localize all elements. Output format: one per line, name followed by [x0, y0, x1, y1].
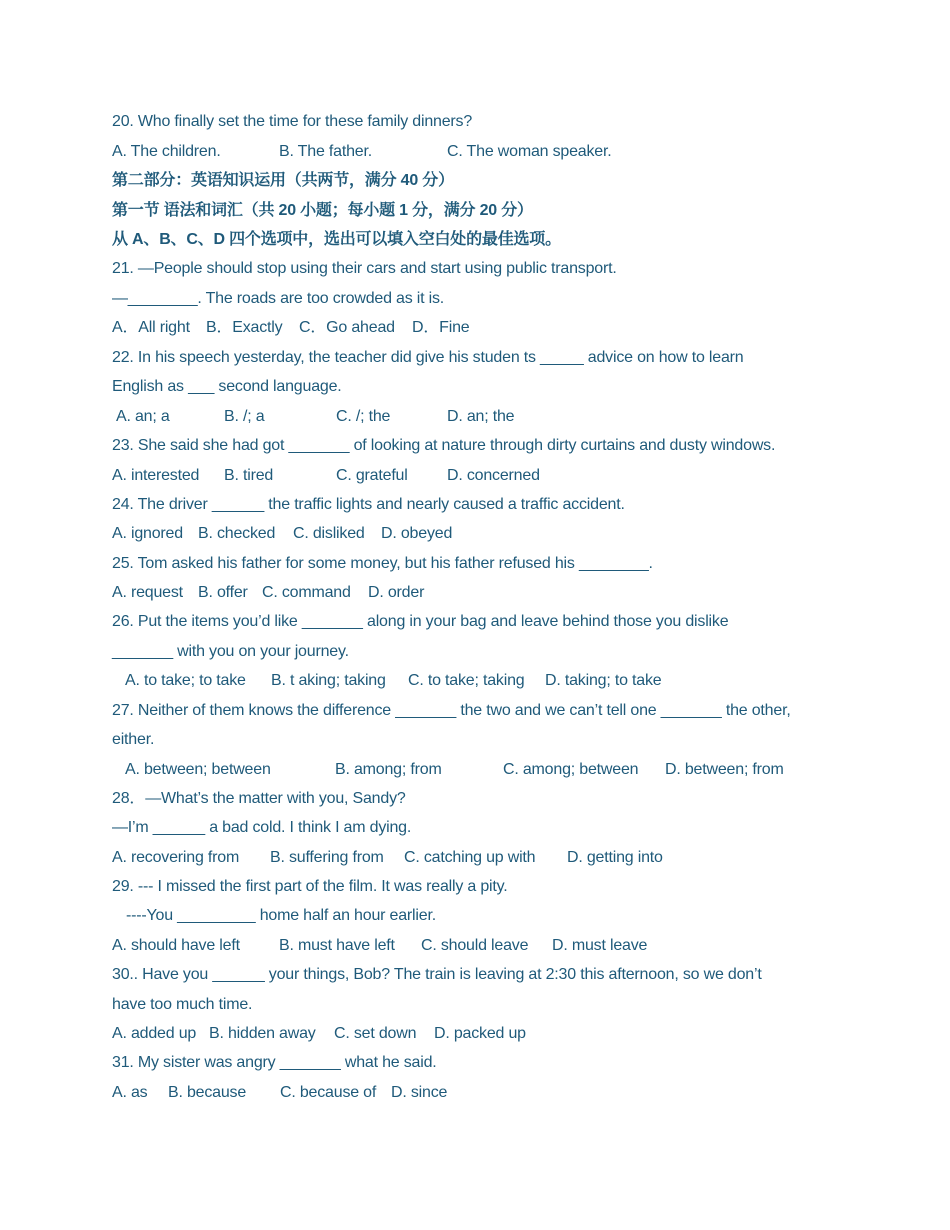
option-a: A. should have left: [112, 937, 240, 954]
option-c: C. because of: [280, 1084, 377, 1101]
option-a: A. recovering from: [112, 849, 240, 866]
question-30-cont: have too much time.: [112, 996, 253, 1013]
option-a: A. between; between: [125, 761, 271, 778]
option-b: B. checked: [198, 525, 276, 542]
options-27: [112, 760, 812, 780]
option-b: B. among; from: [335, 761, 442, 778]
options-21: [112, 318, 712, 338]
option-c: C. set down: [334, 1025, 417, 1042]
options-26: [112, 671, 712, 691]
part-2-title: 第二部分：英语知识运用（共两节，满分 40 分）: [112, 172, 454, 189]
options-30: [112, 1024, 712, 1044]
section-instruction: 从 A、B、C、D 四个选项中，选出可以填入空白处的最佳选项。: [112, 231, 561, 248]
option-d: D. between; from: [665, 761, 784, 778]
question-28-reply: —I’m ______ a bad cold. I think I am dying.: [112, 819, 412, 836]
options-22: [112, 407, 712, 427]
options-29: [112, 936, 712, 956]
options-20: [112, 142, 712, 162]
option-a: A. added up: [112, 1025, 197, 1042]
option-a: A．All right: [112, 319, 190, 336]
question-23: 23. She said she had got _______ of looking at nature through dirty curtains and dusty windows.: [112, 437, 776, 454]
question-27-cont: either.: [112, 731, 155, 748]
option-d: D. must leave: [552, 937, 648, 954]
option-b: B. offer: [198, 584, 248, 601]
option-d: D. obeyed: [381, 525, 453, 542]
option-d: D. packed up: [434, 1025, 526, 1042]
option-b: B. t aking; taking: [271, 672, 386, 689]
option-b: B. tired: [224, 467, 274, 484]
option-b: B. must have left: [279, 937, 395, 954]
option-c: C. to take; taking: [408, 672, 525, 689]
option-c: C. disliked: [293, 525, 365, 542]
option-a: A. request: [112, 584, 183, 601]
question-20: 20. Who finally set the time for these family dinners?: [112, 113, 473, 130]
section-1-title: 第一节 语法和词汇（共 20 小题；每小题 1 分，满分 20 分）: [112, 202, 533, 219]
option-b: B. /; a: [224, 408, 265, 425]
options-24: [112, 524, 712, 544]
question-29-reply: ----You _________ home half an hour earlier.: [126, 907, 436, 924]
question-21-reply: —________. The roads are too crowded as it is.: [112, 290, 445, 307]
option-b: B. hidden away: [209, 1025, 316, 1042]
question-22: 22. In his speech yesterday, the teacher did give his studen ts _____ advice on how to learn: [112, 349, 744, 366]
option-d: D．Fine: [412, 319, 470, 336]
options-31: [112, 1083, 712, 1103]
option-b: B. suffering from: [270, 849, 384, 866]
question-24: 24. The driver ______ the traffic lights and nearly caused a traffic accident.: [112, 496, 625, 513]
option-a: A. as: [112, 1084, 148, 1101]
question-25: 25. Tom asked his father for some money, but his father refused his ________.: [112, 555, 653, 572]
option-c: C. /; the: [336, 408, 391, 425]
option-c: C. should leave: [421, 937, 529, 954]
question-31: 31. My sister was angry _______ what he said.: [112, 1054, 437, 1071]
option-c: C. command: [262, 584, 351, 601]
question-29: 29. --- I missed the first part of the film. It was really a pity.: [112, 878, 508, 895]
option-d: D. order: [368, 584, 425, 601]
option-d: D. since: [391, 1084, 448, 1101]
option-b: B．Exactly: [206, 319, 283, 336]
options-25: [112, 583, 712, 603]
option-a: A. an; a: [116, 408, 170, 425]
question-28: 28．—What’s the matter with you, Sandy?: [112, 790, 406, 807]
question-30: 30.. Have you ______ your things, Bob? The train is leaving at 2:30 this afternoon, so we don’t: [112, 966, 762, 983]
option-d: D. concerned: [447, 467, 540, 484]
option-c: C. The woman speaker.: [447, 143, 612, 160]
option-a: A. ignored: [112, 525, 183, 542]
question-22-cont: English as ___ second language.: [112, 378, 342, 395]
option-c: C. catching up with: [404, 849, 536, 866]
option-a: A. interested: [112, 467, 200, 484]
question-26-cont: _______ with you on your journey.: [112, 643, 349, 660]
option-b: B. because: [168, 1084, 247, 1101]
options-23: [112, 466, 712, 486]
option-a: A. to take; to take: [125, 672, 246, 689]
option-a: A. The children.: [112, 143, 221, 160]
question-27: 27. Neither of them knows the difference _______ the two and we can’t tell one _______ the other,: [112, 702, 791, 719]
options-28: [112, 848, 712, 868]
option-c: C. grateful: [336, 467, 408, 484]
question-26: 26. Put the items you’d like _______ along in your bag and leave behind those you dislike: [112, 613, 729, 630]
option-b: B. The father.: [279, 143, 372, 160]
option-d: D. getting into: [567, 849, 663, 866]
question-21: 21. —People should stop using their cars and start using public transport.: [112, 260, 617, 277]
option-d: D. taking; to take: [545, 672, 662, 689]
option-c: C．Go ahead: [299, 319, 395, 336]
option-d: D. an; the: [447, 408, 515, 425]
option-c: C. among; between: [503, 761, 639, 778]
